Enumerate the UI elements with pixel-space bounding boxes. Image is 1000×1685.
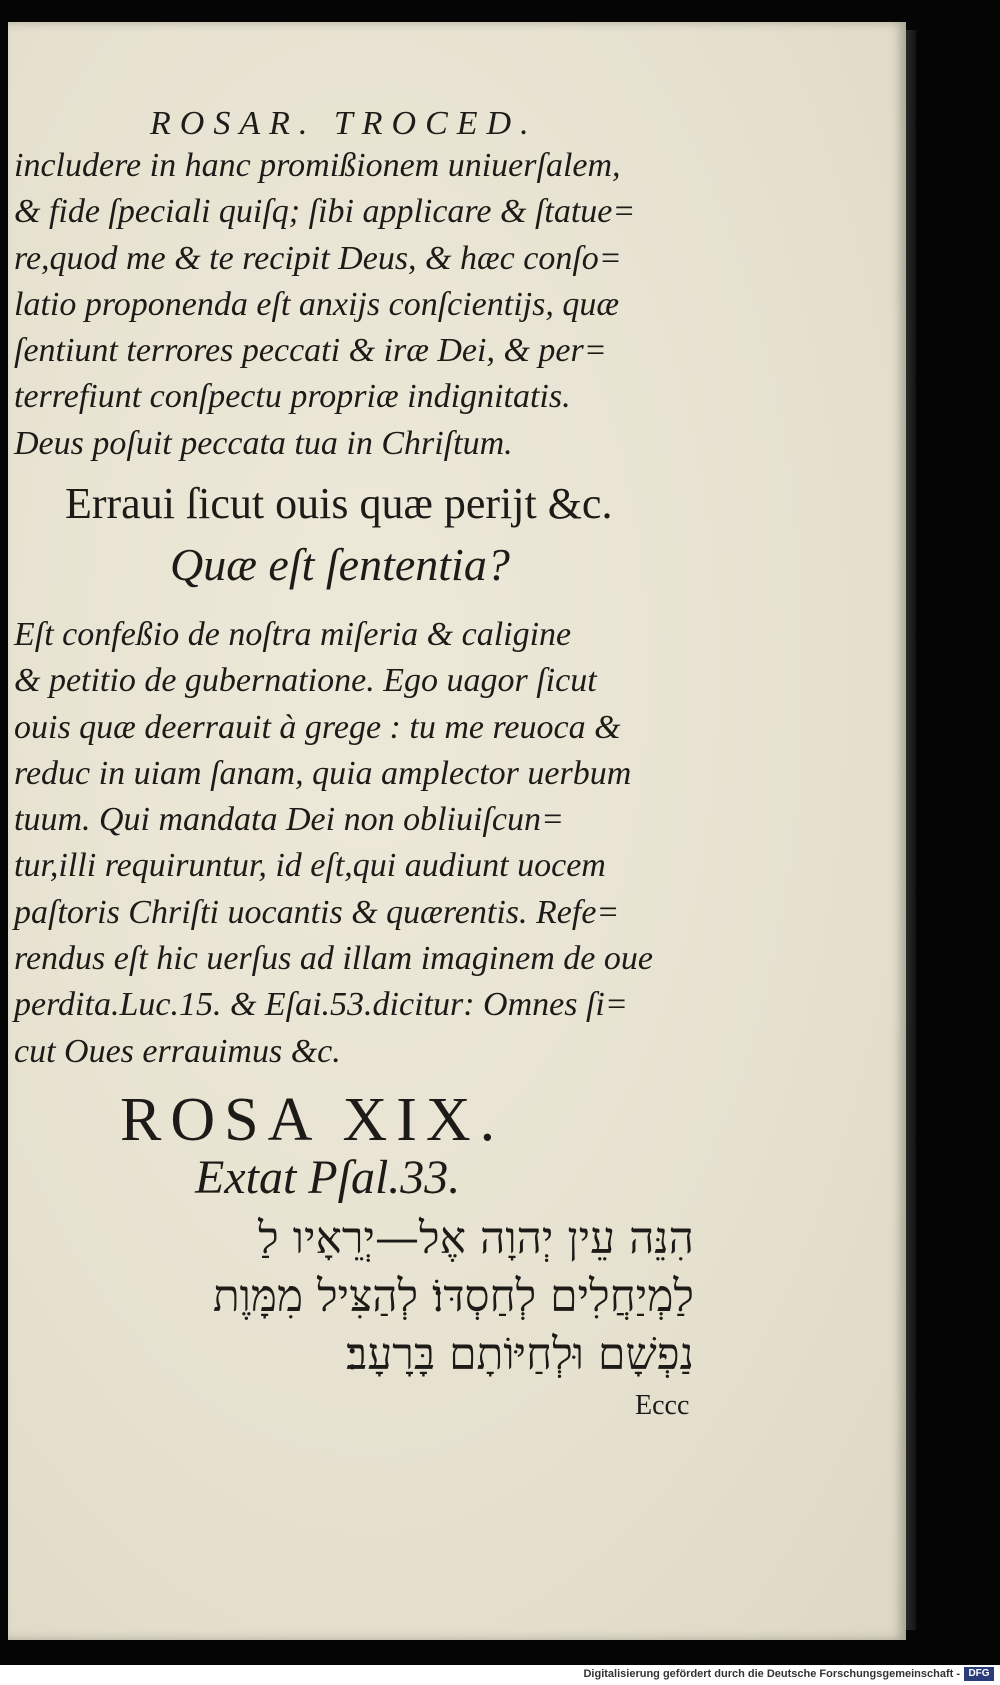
hebrew-verse: [14, 1210, 694, 1384]
text-line: & petitio de gubernatione. Ego uagor ſicut: [14, 662, 597, 700]
section-title: ROSA XIX.: [120, 1086, 505, 1154]
text-line: includere in hanc promißionem uniuerſalem,: [14, 147, 621, 184]
text-line: tuum. Qui mandata Dei non obliuiſcun=: [14, 801, 564, 839]
question-heading: Quæ eſt ſententia?: [170, 539, 510, 590]
hebrew-line: נַפְשָׁם וּלְחַיּוֹתָם בָּרָעָב׃: [346, 1329, 694, 1380]
text-line: perdita.Luc.15. & Eſai.53.dicitur: Omnes ſi=: [14, 986, 628, 1024]
page-edge: [906, 30, 916, 1630]
paragraph-2: [14, 612, 704, 1075]
text-line: ouis quæ deerrauit à grege : tu me reuoca &: [14, 708, 621, 746]
hebrew-line: לַמְיַחֲלִים לְחַסְדּוֹ׃ לְהַצִּיל מִמָּוֶת: [212, 1271, 694, 1322]
text-line: Eſt confeßio de noſtra miſeria & caligine: [14, 616, 572, 653]
text-line: terrefiunt conſpectu propriæ indignitatis.: [14, 378, 571, 416]
verse-heading: Erraui ſicut ouis quæ periјt &c.: [65, 479, 613, 528]
text-line: & fide ſpeciali quiſq; ſibi applicare & ſtatue=: [14, 193, 636, 231]
dfg-logo: DFG: [964, 1667, 994, 1681]
text-line: rendus eſt hic uerſus ad illam imaginem de oue: [14, 940, 653, 978]
psalm-reference: Extat Pſal.33.: [195, 1151, 461, 1204]
paragraph-1: [14, 143, 704, 467]
text-line: ſentiunt terrores peccati & iræ Dei, & per=: [14, 332, 607, 370]
text-line: paſtoris Chriſti uocantis & quærentis. Refe=: [14, 893, 620, 931]
funding-credit: Digitalisierung gefördert durch die Deutsche Forschungsgemeinschaft -: [583, 1668, 960, 1680]
catchword: Eccc: [635, 1390, 690, 1421]
text-line: reduc in uiam ſanam, quia amplector uerbum: [14, 754, 632, 792]
text-line: re,quod me & te recipit Deus, & hæc conſo=: [14, 239, 622, 277]
text-line: tur,illi requiruntur, id eſt,qui audiunt uocem: [14, 847, 606, 885]
text-line: cut Oues errauimus &c.: [14, 1032, 341, 1070]
hebrew-line: הִנֵּה עֵין יְהוָה אֶל—יְרֵאָיו לַ: [258, 1213, 694, 1264]
text-line: Deus poſuit peccata tua in Chriſtum.: [14, 424, 513, 462]
text-line: latio proponenda eſt anxijs conſcientijs, quæ: [14, 285, 620, 323]
running-head: ROSAR. TROCED.: [150, 105, 538, 142]
